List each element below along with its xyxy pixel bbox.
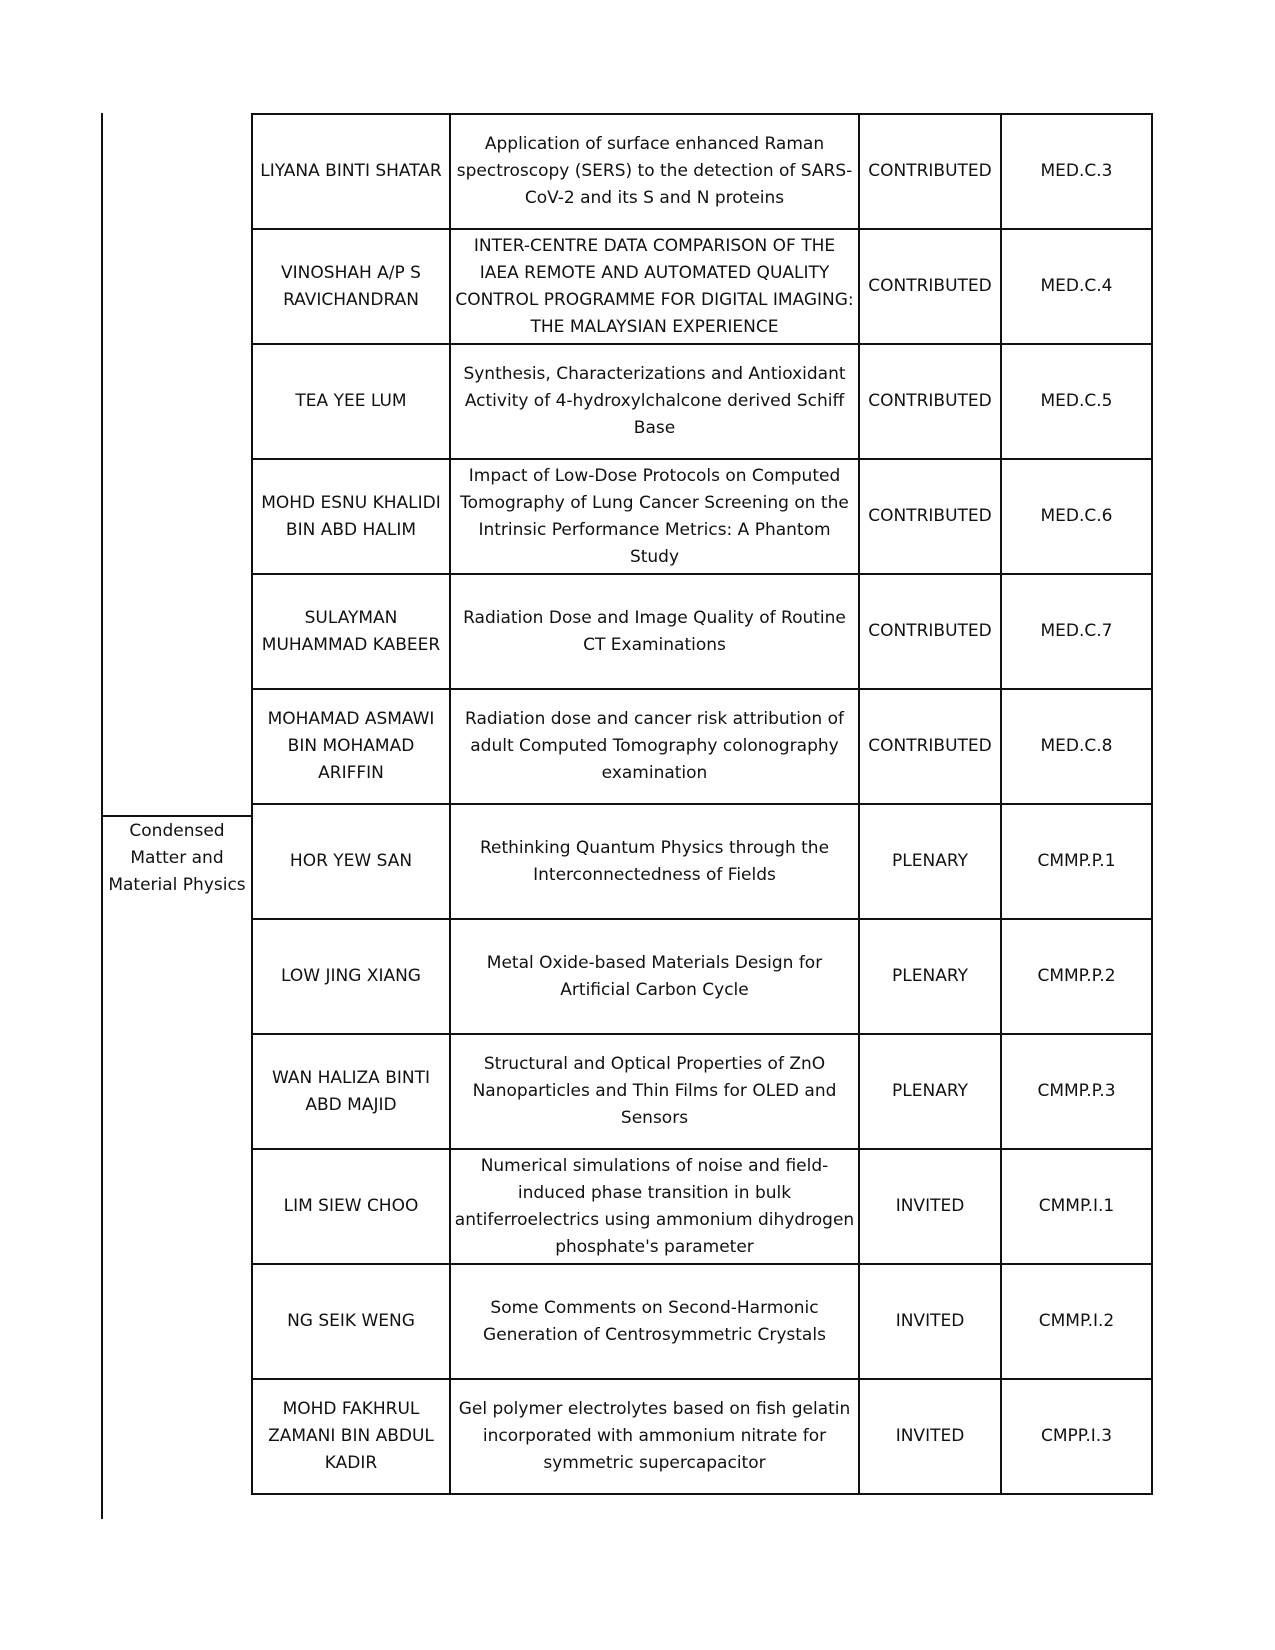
presenter-name: TEA YEE LUM [252, 344, 450, 459]
presenter-name: VINOSHAH A/P S RAVICHANDRAN [252, 229, 450, 344]
presenter-name: MOHD FAKHRUL ZAMANI BIN ABDUL KADIR [252, 1379, 450, 1494]
table-row [252, 344, 1152, 459]
paper-code: CMMP.I.2 [1001, 1264, 1152, 1379]
paper-code: MED.C.3 [1001, 114, 1152, 229]
presentation-type: PLENARY [859, 1034, 1001, 1149]
presenter-name: MOHD ESNU KHALIDI BIN ABD HALIM [252, 459, 450, 574]
paper-title: Application of surface enhanced Raman spectroscopy (SERS) to the detection of SARS-CoV-2 and its S and N proteins [450, 114, 859, 229]
table-row [252, 1034, 1152, 1149]
table-row [252, 1264, 1152, 1379]
presentation-type: PLENARY [859, 804, 1001, 919]
paper-code: CMMP.P.3 [1001, 1034, 1152, 1149]
paper-title: Some Comments on Second-Harmonic Generation of Centrosymmetric Crystals [450, 1264, 859, 1379]
paper-code: MED.C.7 [1001, 574, 1152, 689]
paper-title: Metal Oxide-based Materials Design for Artificial Carbon Cycle [450, 919, 859, 1034]
paper-title: Structural and Optical Properties of ZnO Nanoparticles and Thin Films for OLED and Sensors [450, 1034, 859, 1149]
table-row [252, 804, 1152, 919]
presentation-type: CONTRIBUTED [859, 459, 1001, 574]
paper-title: Radiation Dose and Image Quality of Routine CT Examinations [450, 574, 859, 689]
presentation-type: INVITED [859, 1379, 1001, 1494]
presentation-type: INVITED [859, 1149, 1001, 1264]
presentation-type: CONTRIBUTED [859, 689, 1001, 804]
paper-title: Synthesis, Characterizations and Antioxidant Activity of 4-hydroxylchalcone derived Schiff Base [450, 344, 859, 459]
presentation-type: INVITED [859, 1264, 1001, 1379]
presentation-type: CONTRIBUTED [859, 344, 1001, 459]
presentation-type: CONTRIBUTED [859, 114, 1001, 229]
presenter-name: WAN HALIZA BINTI ABD MAJID [252, 1034, 450, 1149]
paper-code: MED.C.6 [1001, 459, 1152, 574]
presentation-type: CONTRIBUTED [859, 229, 1001, 344]
presentation-table [251, 113, 1153, 1495]
category-divider [101, 815, 253, 817]
table-row [252, 574, 1152, 689]
paper-code: CMMP.P.2 [1001, 919, 1152, 1034]
presenter-name: MOHAMAD ASMAWI BIN MOHAMAD ARIFFIN [252, 689, 450, 804]
presenter-name: SULAYMAN MUHAMMAD KABEER [252, 574, 450, 689]
paper-title: INTER-CENTRE DATA COMPARISON OF THE IAEA REMOTE AND AUTOMATED QUALITY CONTROL PROGRAMME FOR DIGITAL IMAGING: THE MALAYSIAN EXPERIENCE [450, 229, 859, 344]
paper-code: CMPP.I.3 [1001, 1379, 1152, 1494]
presentation-type: CONTRIBUTED [859, 574, 1001, 689]
paper-code: CMMP.I.1 [1001, 1149, 1152, 1264]
presentation-type: PLENARY [859, 919, 1001, 1034]
table-row [252, 1149, 1152, 1264]
paper-title: Radiation dose and cancer risk attribution of adult Computed Tomography colonography examination [450, 689, 859, 804]
table-row [252, 689, 1152, 804]
paper-title: Impact of Low-Dose Protocols on Computed Tomography of Lung Cancer Screening on the Intrinsic Performance Metrics: A Phantom Study [450, 459, 859, 574]
table-row [252, 459, 1152, 574]
paper-code: MED.C.4 [1001, 229, 1152, 344]
paper-code: MED.C.5 [1001, 344, 1152, 459]
presenter-name: HOR YEW SAN [252, 804, 450, 919]
table-row [252, 114, 1152, 229]
paper-code: MED.C.8 [1001, 689, 1152, 804]
presenter-name: LOW JING XIANG [252, 919, 450, 1034]
table-row [252, 229, 1152, 344]
presenter-name: NG SEIK WENG [252, 1264, 450, 1379]
category-label: Condensed Matter and Material Physics [108, 821, 246, 895]
paper-title: Gel polymer electrolytes based on fish gelatin incorporated with ammonium nitrate for symmetric supercapacitor [450, 1379, 859, 1494]
presenter-name: LIYANA BINTI SHATAR [252, 114, 450, 229]
paper-title: Rethinking Quantum Physics through the Interconnectedness of Fields [450, 804, 859, 919]
table-row [252, 919, 1152, 1034]
presenter-name: LIM SIEW CHOO [252, 1149, 450, 1264]
paper-title: Numerical simulations of noise and field-induced phase transition in bulk antiferroelectrics using ammonium dihydrogen phosphate's parameter [450, 1149, 859, 1264]
paper-code: CMMP.P.1 [1001, 804, 1152, 919]
table-row [252, 1379, 1152, 1494]
